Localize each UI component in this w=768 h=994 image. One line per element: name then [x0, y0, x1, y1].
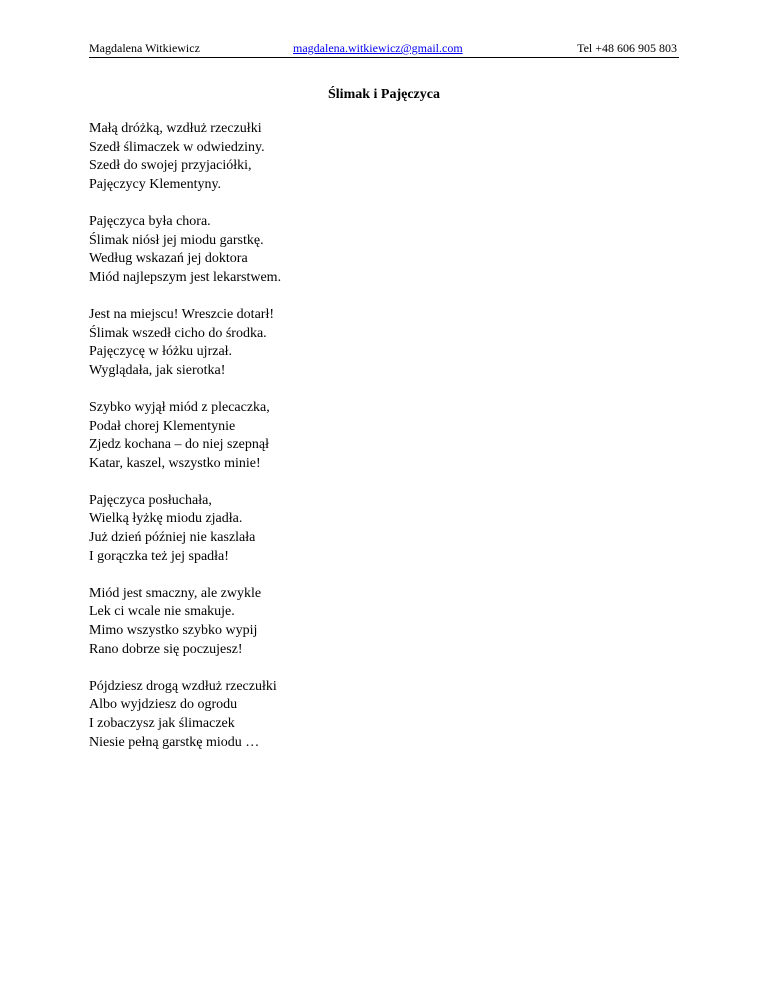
poem-line: Pajęczycę w łóżku ujrzał. [89, 344, 233, 360]
poem-line: Już dzień później nie kaszlała [89, 530, 256, 546]
header-phone: Tel +48 606 905 803 [577, 41, 677, 55]
poem-line: Miód najlepszym jest lekarstwem. [89, 269, 282, 285]
poem-line: Szedł ślimaczek w odwiedziny. [89, 139, 265, 155]
stanza-4 [89, 399, 609, 473]
poem-line: Lek ci wcale nie smakuje. [89, 604, 235, 620]
poem-line: Szybko wyjął miód z plecaczka, [89, 399, 270, 415]
poem-line: Niesie pełną garstkę miodu … [89, 734, 260, 750]
poem-line: Szedł do swojej przyjaciółki, [89, 158, 252, 174]
poem-line: Pójdziesz drogą wzdłuż rzeczułki [89, 678, 277, 694]
page-header [89, 38, 677, 58]
poem-line: Pajęczycy Klementyny. [89, 176, 222, 192]
poem-line: Zjedz kochana – do niej szepnął [89, 437, 269, 453]
poem-title: Ślimak i Pajęczyca [328, 87, 440, 102]
header-email-link[interactable]: magdalena.witkiewicz@gmail.com [293, 41, 463, 55]
poem-line: I zobaczysz jak ślimaczek [89, 716, 235, 731]
poem-line: I gorączka też jej spadła! [89, 548, 229, 564]
stanza-5 [89, 492, 609, 566]
poem-line: Wyglądała, jak sierotka! [89, 362, 226, 378]
stanza-1 [89, 120, 609, 194]
header-divider [89, 57, 679, 58]
poem-line: Pajęczyca posłuchała, [89, 492, 212, 508]
poem-line: Katar, kaszel, wszystko minie! [89, 455, 261, 471]
stanza-3 [89, 306, 609, 380]
header-author: Magdalena Witkiewicz [89, 41, 200, 55]
poem-line: Ślimak wszedł cicho do środka. [89, 325, 267, 341]
poem-line: Jest na miejscu! Wreszcie dotarł! [89, 306, 274, 322]
poem-body [89, 120, 609, 771]
poem-line: Mimo wszystko szybko wypij [89, 623, 258, 639]
poem-line: Rano dobrze się poczujesz! [89, 641, 243, 657]
stanza-2 [89, 213, 609, 287]
stanza-7 [89, 678, 609, 752]
poem-line: Albo wyjdziesz do ogrodu [89, 697, 238, 713]
poem-line: Pajęczyca była chora. [89, 213, 211, 229]
poem-line: Podał chorej Klementynie [89, 418, 236, 434]
poem-line: Według wskazań jej doktora [89, 251, 248, 267]
poem-line: Małą dróżką, wzdłuż rzeczułki [89, 121, 262, 136]
poem-line: Wielką łyżkę miodu zjadła. [89, 511, 243, 527]
stanza-6 [89, 585, 609, 659]
poem-line: Ślimak niósł jej miodu garstkę. [89, 232, 264, 248]
poem-line: Miód jest smaczny, ale zwykle [89, 585, 262, 601]
